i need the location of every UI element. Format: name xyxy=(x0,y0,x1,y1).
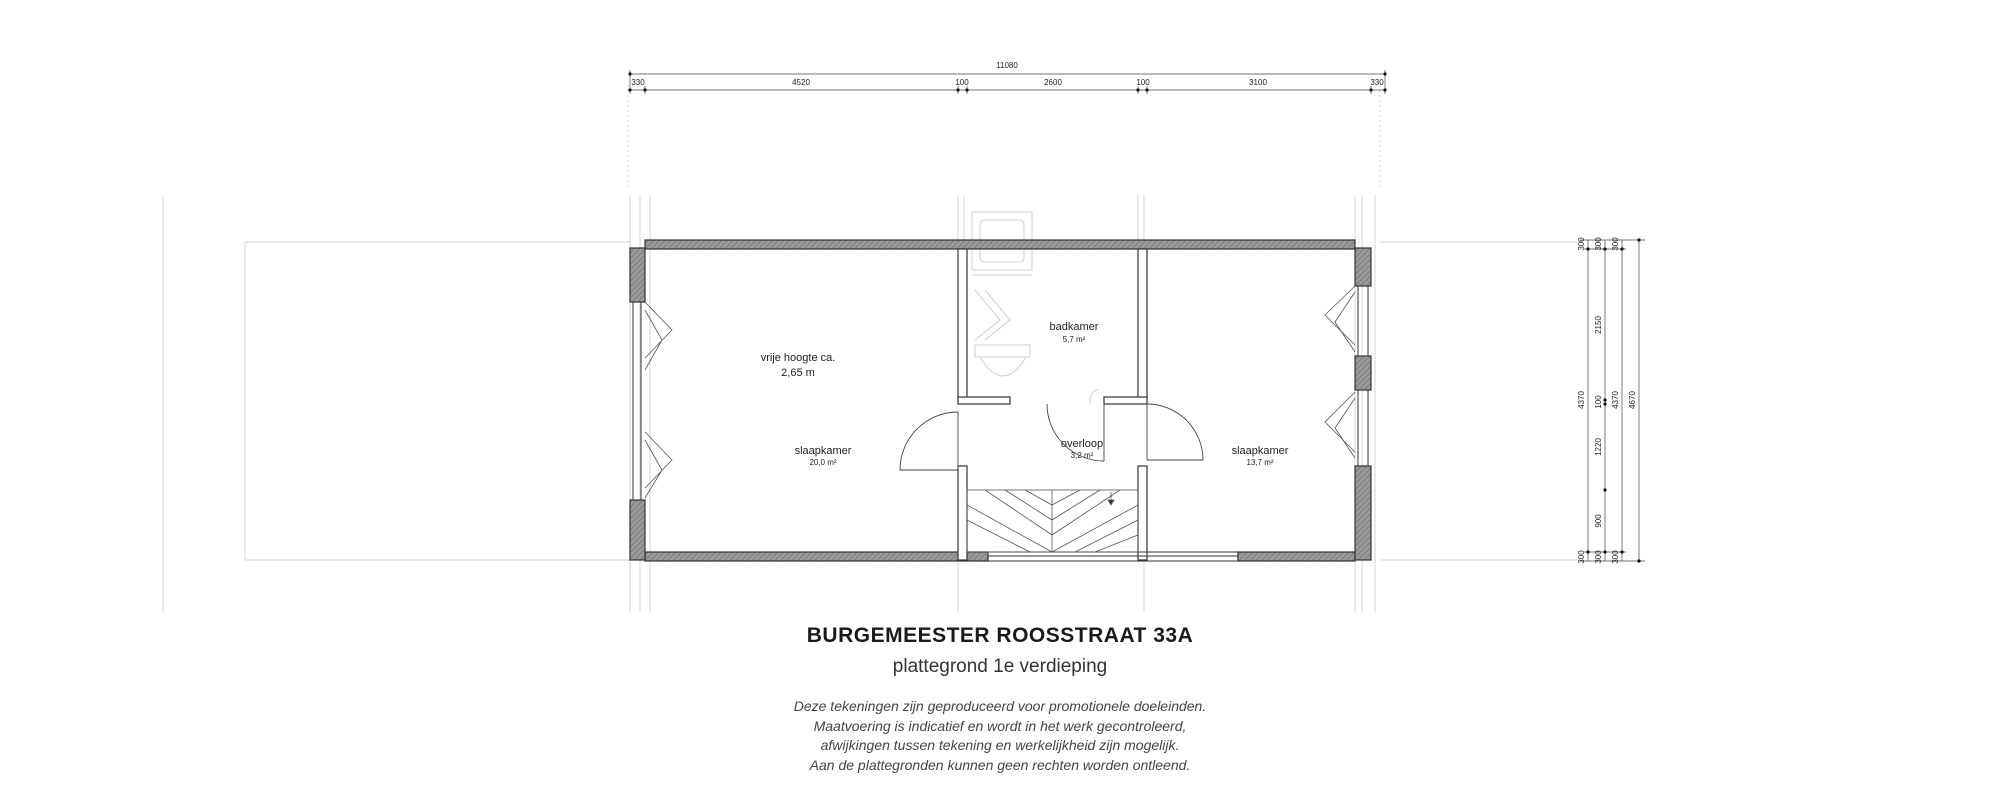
page-subtitle: plattegrond 1e verdieping xyxy=(892,656,1108,677)
doors xyxy=(900,404,1203,470)
wall-left-top xyxy=(630,248,645,302)
height-note: vrije hoogte ca. xyxy=(760,352,836,364)
dim-top-seg: 3100 xyxy=(1249,78,1267,87)
dim-right-col1: 4370 xyxy=(1577,391,1586,409)
dim-top-seg: 100 xyxy=(1136,78,1150,87)
dim-right-col2: 100 xyxy=(1594,395,1603,409)
door-left-bedroom xyxy=(900,412,958,470)
dimensions-right xyxy=(1577,237,1645,564)
room-bedroom-right: slaapkamer xyxy=(1231,445,1289,457)
disclaimer-line: Deze tekeningen zijn geproduceerd voor promotionele doeleinden. xyxy=(793,698,1207,714)
wall-stair-left xyxy=(958,466,967,560)
wall-bath-left xyxy=(958,249,967,401)
dim-right-col2: 1220 xyxy=(1594,438,1603,456)
disclaimer-line: afwijkingen tussen tekening en werkelijkheid zijn mogelijk. xyxy=(820,737,1180,753)
disclaimer-line: Maatvoering is indicatief en wordt in het werk gecontroleerd, xyxy=(813,717,1187,734)
dim-overall: 11080 xyxy=(996,61,1018,70)
dim-top-seg: 4520 xyxy=(792,78,810,87)
wall-right-bottom xyxy=(1355,466,1371,560)
room-bedroom-left: slaapkamer xyxy=(794,445,852,457)
wall-right-mid xyxy=(1355,356,1371,390)
door-right-bedroom xyxy=(1147,404,1203,460)
dim-top-seg: 330 xyxy=(1370,78,1384,87)
wall-bath-bottom-right xyxy=(1104,397,1147,404)
dim-right-col3: 300 xyxy=(1611,237,1620,251)
room-bathroom: badkamer xyxy=(1049,321,1099,333)
dim-top-seg: 330 xyxy=(631,78,645,87)
dim-right-col1: 300 xyxy=(1577,237,1586,251)
height-value: 2,65 m xyxy=(781,367,815,379)
dimensions-top xyxy=(628,61,1386,94)
room-bathroom-area: 5,7 m² xyxy=(1062,335,1086,344)
dim-right-col2: 300 xyxy=(1594,550,1603,564)
wall-bottom-right xyxy=(1238,552,1355,561)
room-bedroom-left-area: 20,0 m² xyxy=(809,458,837,467)
dim-right-col2: 2150 xyxy=(1594,316,1603,334)
page-title: BURGEMEESTER ROOSSTRAAT 33A xyxy=(806,624,1194,647)
disclaimer-line: Aan de plattegronden kunnen geen rechten worden ontleend. xyxy=(809,756,1191,773)
dim-right-col3: 300 xyxy=(1611,550,1620,564)
wall-left-bottom xyxy=(630,500,645,560)
wall-stair-right xyxy=(1138,466,1147,560)
room-landing-area: 3,2 m² xyxy=(1070,451,1094,460)
dim-right-col2: 300 xyxy=(1594,237,1603,251)
wall-bottom-left xyxy=(645,552,988,561)
dim-right-col1: 300 xyxy=(1577,550,1586,564)
room-labels xyxy=(761,321,1289,467)
dim-right-col4: 4670 xyxy=(1628,391,1637,409)
wall-right-top xyxy=(1355,248,1371,286)
dim-top-seg: 100 xyxy=(955,78,969,87)
wall-bath-right xyxy=(1138,249,1147,401)
dim-right-col3: 4370 xyxy=(1611,391,1620,409)
room-landing: overloop xyxy=(1060,438,1104,450)
dim-top-seg: 2600 xyxy=(1044,78,1062,87)
dim-right-col2: 900 xyxy=(1594,514,1603,528)
disclaimer xyxy=(0,697,2000,775)
walls xyxy=(630,240,1371,561)
staircase xyxy=(967,490,1138,552)
wall-bath-bottom-left xyxy=(958,397,1010,404)
room-bedroom-right-area: 13,7 m² xyxy=(1246,458,1274,467)
wall-top xyxy=(645,240,1355,249)
